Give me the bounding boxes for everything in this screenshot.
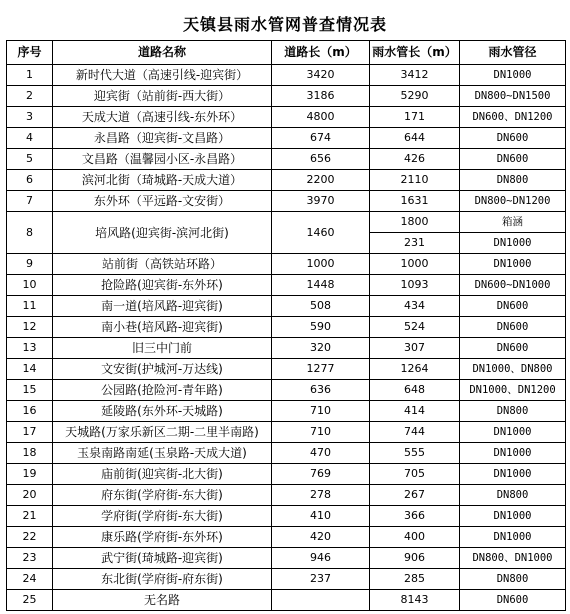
drainage-survey-table [6, 40, 566, 611]
table-row [7, 338, 566, 359]
table-body [7, 65, 566, 611]
road-name-cell: 延陵路(东外环-天城路) [53, 401, 272, 422]
pipe-diameter-cell: DN800 [460, 569, 566, 590]
table-row [7, 380, 566, 401]
pipe-length-cell: 434 [370, 296, 460, 317]
road-name-cell: 府东街(学府街-东大街) [53, 485, 272, 506]
row-number-cell: 4 [7, 128, 53, 149]
row-number-cell: 5 [7, 149, 53, 170]
road-name-cell: 迎宾街（站前街-西大街） [53, 86, 272, 107]
pipe-diameter-cell: DN1000 [460, 422, 566, 443]
row-number-cell: 15 [7, 380, 53, 401]
road-name-cell: 东外环（平远路-文安街） [53, 191, 272, 212]
pipe-diameter-cell: DN800~DN1500 [460, 86, 566, 107]
pipe-length-cell: 426 [370, 149, 460, 170]
road-name-cell: 康乐路(学府街-东外环) [53, 527, 272, 548]
road-name-cell: 培风路(迎宾街-滨河北街) [53, 212, 272, 254]
road-length-cell: 410 [272, 506, 370, 527]
pipe-diameter-cell: DN600 [460, 317, 566, 338]
pipe-diameter-cell: DN1000、DN800 [460, 359, 566, 380]
road-length-cell: 710 [272, 401, 370, 422]
pipe-length-cell: 267 [370, 485, 460, 506]
road-length-cell: 4800 [272, 107, 370, 128]
pipe-length-cell: 906 [370, 548, 460, 569]
road-name-cell: 旧三中门前 [53, 338, 272, 359]
pipe-diameter-cell: DN1000 [460, 443, 566, 464]
table-row [7, 86, 566, 107]
pipe-length-cell: 307 [370, 338, 460, 359]
row-number-cell: 16 [7, 401, 53, 422]
table-row [7, 506, 566, 527]
pipe-diameter-cell: DN1000 [460, 527, 566, 548]
pipe-length-cell: 5290 [370, 86, 460, 107]
pipe-diameter-cell: DN800、DN1000 [460, 548, 566, 569]
table-row [7, 569, 566, 590]
table-row [7, 485, 566, 506]
road-length-cell: 508 [272, 296, 370, 317]
pipe-length-cell: 171 [370, 107, 460, 128]
pipe-length-cell: 3412 [370, 65, 460, 86]
pipe-diameter-cell: DN600 [460, 296, 566, 317]
table-row [7, 527, 566, 548]
table-row [7, 359, 566, 380]
table-row [7, 107, 566, 128]
road-name-cell: 天成大道（高速引线-东外环） [53, 107, 272, 128]
row-number-cell: 1 [7, 65, 53, 86]
road-length-cell: 1460 [272, 212, 370, 254]
pipe-length-cell: 648 [370, 380, 460, 401]
road-length-cell: 674 [272, 128, 370, 149]
table-row [7, 212, 566, 233]
header-road-length: 道路长（m） [272, 41, 370, 65]
road-name-cell: 永昌路（迎宾街-文昌路） [53, 128, 272, 149]
row-number-cell: 11 [7, 296, 53, 317]
road-name-cell: 天城路(万家乐新区二期-二里半南路) [53, 422, 272, 443]
road-name-cell: 文安街(护城河-万达线) [53, 359, 272, 380]
header-road-name: 道路名称 [53, 41, 272, 65]
header-pipe-length: 雨水管长（m） [370, 41, 460, 65]
road-length-cell: 1448 [272, 275, 370, 296]
road-name-cell: 武宁街(琦城路-迎宾街) [53, 548, 272, 569]
row-number-cell: 20 [7, 485, 53, 506]
pipe-length-cell: 1631 [370, 191, 460, 212]
pipe-diameter-cell: DN1000 [460, 254, 566, 275]
row-number-cell: 21 [7, 506, 53, 527]
pipe-length-cell: 366 [370, 506, 460, 527]
pipe-length-cell: 524 [370, 317, 460, 338]
road-length-cell: 320 [272, 338, 370, 359]
road-name-cell: 公园路(抢险河-青年路) [53, 380, 272, 401]
table-row [7, 296, 566, 317]
table-row [7, 464, 566, 485]
row-number-cell: 7 [7, 191, 53, 212]
road-name-cell: 站前街（高铁站环路） [53, 254, 272, 275]
page-title: 天镇县雨水管网普查情况表 [182, 15, 387, 34]
table-row [7, 422, 566, 443]
row-number-cell: 13 [7, 338, 53, 359]
header-no: 序号 [7, 41, 53, 65]
road-length-cell: 946 [272, 548, 370, 569]
row-number-cell: 2 [7, 86, 53, 107]
road-length-cell: 3970 [272, 191, 370, 212]
row-number-cell: 9 [7, 254, 53, 275]
road-length-cell: 237 [272, 569, 370, 590]
road-name-cell: 抢险路(迎宾街-东外环) [53, 275, 272, 296]
road-length-cell: 420 [272, 527, 370, 548]
pipe-diameter-cell: DN600 [460, 149, 566, 170]
pipe-length-cell: 1093 [370, 275, 460, 296]
road-name-cell: 无名路 [53, 590, 272, 611]
pipe-length-cell: 644 [370, 128, 460, 149]
pipe-diameter-cell: DN800 [460, 401, 566, 422]
pipe-length-cell: 1000 [370, 254, 460, 275]
row-number-cell: 10 [7, 275, 53, 296]
table-row [7, 149, 566, 170]
pipe-diameter-cell: DN1000 [460, 233, 566, 254]
table-row [7, 191, 566, 212]
table-row [7, 65, 566, 86]
row-number-cell: 24 [7, 569, 53, 590]
pipe-diameter-cell: DN1000、DN1200 [460, 380, 566, 401]
row-number-cell: 22 [7, 527, 53, 548]
pipe-diameter-cell: DN600 [460, 338, 566, 359]
pipe-length-cell: 414 [370, 401, 460, 422]
pipe-length-cell: 1800 [370, 212, 460, 233]
pipe-length-cell: 8143 [370, 590, 460, 611]
row-number-cell: 3 [7, 107, 53, 128]
pipe-length-cell: 231 [370, 233, 460, 254]
row-number-cell: 14 [7, 359, 53, 380]
table-row [7, 548, 566, 569]
header-pipe-diameter: 雨水管径 [460, 41, 566, 65]
table-row [7, 128, 566, 149]
road-name-cell: 新时代大道（高速引线-迎宾街） [53, 65, 272, 86]
road-name-cell: 南小巷(培风路-迎宾街) [53, 317, 272, 338]
table-row [7, 443, 566, 464]
pipe-length-cell: 1264 [370, 359, 460, 380]
road-name-cell: 学府街(学府街-东大街) [53, 506, 272, 527]
row-number-cell: 19 [7, 464, 53, 485]
road-length-cell: 710 [272, 422, 370, 443]
road-name-cell: 南一道(培风路-迎宾街) [53, 296, 272, 317]
road-name-cell: 滨河北街（琦城路-天成大道） [53, 170, 272, 191]
pipe-diameter-cell: DN600 [460, 590, 566, 611]
pipe-diameter-cell: DN1000 [460, 506, 566, 527]
table-row [7, 317, 566, 338]
row-number-cell: 8 [7, 212, 53, 254]
table-row [7, 254, 566, 275]
row-number-cell: 25 [7, 590, 53, 611]
road-length-cell [272, 590, 370, 611]
road-length-cell: 3420 [272, 65, 370, 86]
table-header-row [7, 41, 566, 65]
pipe-length-cell: 2110 [370, 170, 460, 191]
pipe-length-cell: 285 [370, 569, 460, 590]
pipe-diameter-cell: DN1000 [460, 464, 566, 485]
table-row [7, 590, 566, 611]
road-length-cell: 590 [272, 317, 370, 338]
pipe-diameter-cell: DN800 [460, 170, 566, 191]
road-length-cell: 769 [272, 464, 370, 485]
pipe-diameter-cell: DN600~DN1000 [460, 275, 566, 296]
row-number-cell: 18 [7, 443, 53, 464]
road-length-cell: 278 [272, 485, 370, 506]
road-length-cell: 3186 [272, 86, 370, 107]
pipe-diameter-cell: DN800~DN1200 [460, 191, 566, 212]
row-number-cell: 17 [7, 422, 53, 443]
road-length-cell: 470 [272, 443, 370, 464]
pipe-length-cell: 555 [370, 443, 460, 464]
table-row [7, 275, 566, 296]
pipe-diameter-cell: DN600、DN1200 [460, 107, 566, 128]
road-length-cell: 656 [272, 149, 370, 170]
row-number-cell: 23 [7, 548, 53, 569]
table-row [7, 401, 566, 422]
pipe-diameter-cell: DN800 [460, 485, 566, 506]
pipe-length-cell: 744 [370, 422, 460, 443]
road-name-cell: 庙前街(迎宾街-北大街) [53, 464, 272, 485]
pipe-length-cell: 705 [370, 464, 460, 485]
pipe-length-cell: 400 [370, 527, 460, 548]
table-row [7, 170, 566, 191]
row-number-cell: 6 [7, 170, 53, 191]
road-name-cell: 玉泉南路南延(玉泉路-天成大道) [53, 443, 272, 464]
row-number-cell: 12 [7, 317, 53, 338]
pipe-diameter-cell: DN1000 [460, 65, 566, 86]
road-length-cell: 2200 [272, 170, 370, 191]
pipe-diameter-cell: DN600 [460, 128, 566, 149]
road-length-cell: 636 [272, 380, 370, 401]
road-name-cell: 东北街(学府街-府东街) [53, 569, 272, 590]
road-length-cell: 1277 [272, 359, 370, 380]
road-length-cell: 1000 [272, 254, 370, 275]
pipe-diameter-cell: 箱涵 [460, 212, 566, 233]
road-name-cell: 文昌路（温馨园小区-永昌路） [53, 149, 272, 170]
